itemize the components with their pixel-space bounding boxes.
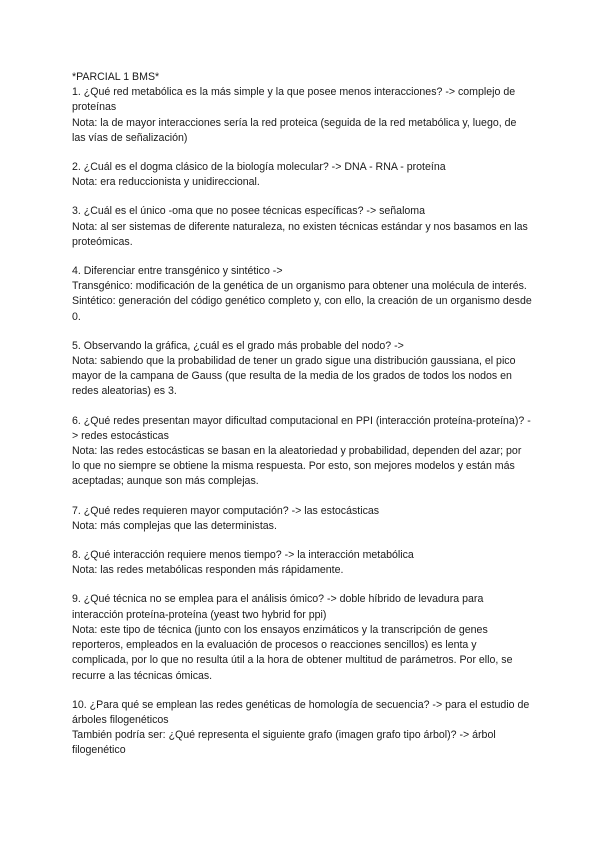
note-text: También podría ser: ¿Qué representa el siguiente grafo (imagen grafo tipo árbol)? -> árbol filogenético [72, 729, 496, 757]
question-text: 2. ¿Cuál es el dogma clásico de la biología molecular? -> DNA - RNA - proteína [72, 161, 446, 174]
question-text: 7. ¿Qué redes requieren mayor computación? -> las estocásticas [72, 504, 380, 517]
note-text: Nota: las redes estocásticas se basan en la aleatoriedad y probabilidad, dependen del azar; por lo que no siempre se obtiene la misma respuesta. Por esto, son mejores modelos y están más aceptadas; aunque son más complejas. [72, 445, 522, 488]
note-text: Nota: las redes metabólicas responden más rápidamente. [72, 564, 344, 577]
question-text: 3. ¿Cuál es el único -oma que no posee técnicas específicas? -> señaloma [72, 205, 426, 218]
question-block [72, 339, 532, 400]
note-text: Nota: sabiendo que la probabilidad de tener un grado sigue una distribución gaussiana, el pico mayor de la campana de Gauss (que resulta de la media de los grados de todos los nodos en redes aleatorias) es 3. [72, 355, 516, 398]
question-block [72, 548, 532, 578]
question-text: 9. ¿Qué técnica no se emplea para el análisis ómico? -> doble híbrido de levadura para interacción proteína-proteína (yeast two hybrid for ppi) [72, 593, 484, 621]
question-block [72, 592, 532, 683]
document-title: *PARCIAL 1 BMS* [72, 71, 160, 83]
question-block [72, 504, 532, 534]
question-list [72, 85, 532, 758]
question-block [72, 204, 532, 250]
question-text: 6. ¿Qué redes presentan mayor dificultad computacional en PPI (interacción proteína-proteína)? -> redes estocásticas [72, 414, 531, 442]
document-page [72, 70, 532, 773]
question-block [72, 698, 532, 759]
question-block [72, 264, 532, 325]
note-text: Nota: más complejas que las deterministas. [72, 519, 277, 532]
question-text: 10. ¿Para qué se emplean las redes genéticas de homología de secuencia? -> para el estudio de árboles filogenéticos [72, 698, 530, 726]
note-text: Nota: este tipo de técnica (junto con los ensayos enzimáticos y la transcripción de genes reporteros, empleados en la evaluación de procesos o reacciones sencillos) es lenta y complicada, por lo que no resulta útil a la hora de obtener multitud de parámetros. Por ello, se recurre a las técnicas ómicas. [72, 623, 513, 682]
question-text: 8. ¿Qué interacción requiere menos tiempo? -> la interacción metabólica [72, 549, 414, 562]
question-block [72, 85, 532, 146]
note-text: Sintético: generación del código genético completo y, con ello, la creación de un organismo desde 0. [72, 295, 532, 323]
question-text: 4. Diferenciar entre transgénico y sintético -> [72, 265, 283, 278]
note-text: Nota: la de mayor interacciones sería la red proteica (seguida de la red metabólica y, luego, de las vías de señalización) [72, 116, 517, 144]
question-text: 1. ¿Qué red metabólica es la más simple y la que posee menos interacciones? -> complejo de proteínas [72, 86, 516, 114]
note-text: Transgénico: modificación de la genética de un organismo para obtener una molécula de interés. [72, 280, 527, 293]
question-block [72, 160, 532, 190]
question-text: 5. Observando la gráfica, ¿cuál es el grado más probable del nodo? -> [72, 339, 404, 352]
question-block [72, 414, 532, 490]
note-text: Nota: al ser sistemas de diferente naturaleza, no existen técnicas estándar y nos basamos en las proteómicas. [72, 220, 528, 248]
note-text: Nota: era reduccionista y unidireccional. [72, 176, 260, 189]
